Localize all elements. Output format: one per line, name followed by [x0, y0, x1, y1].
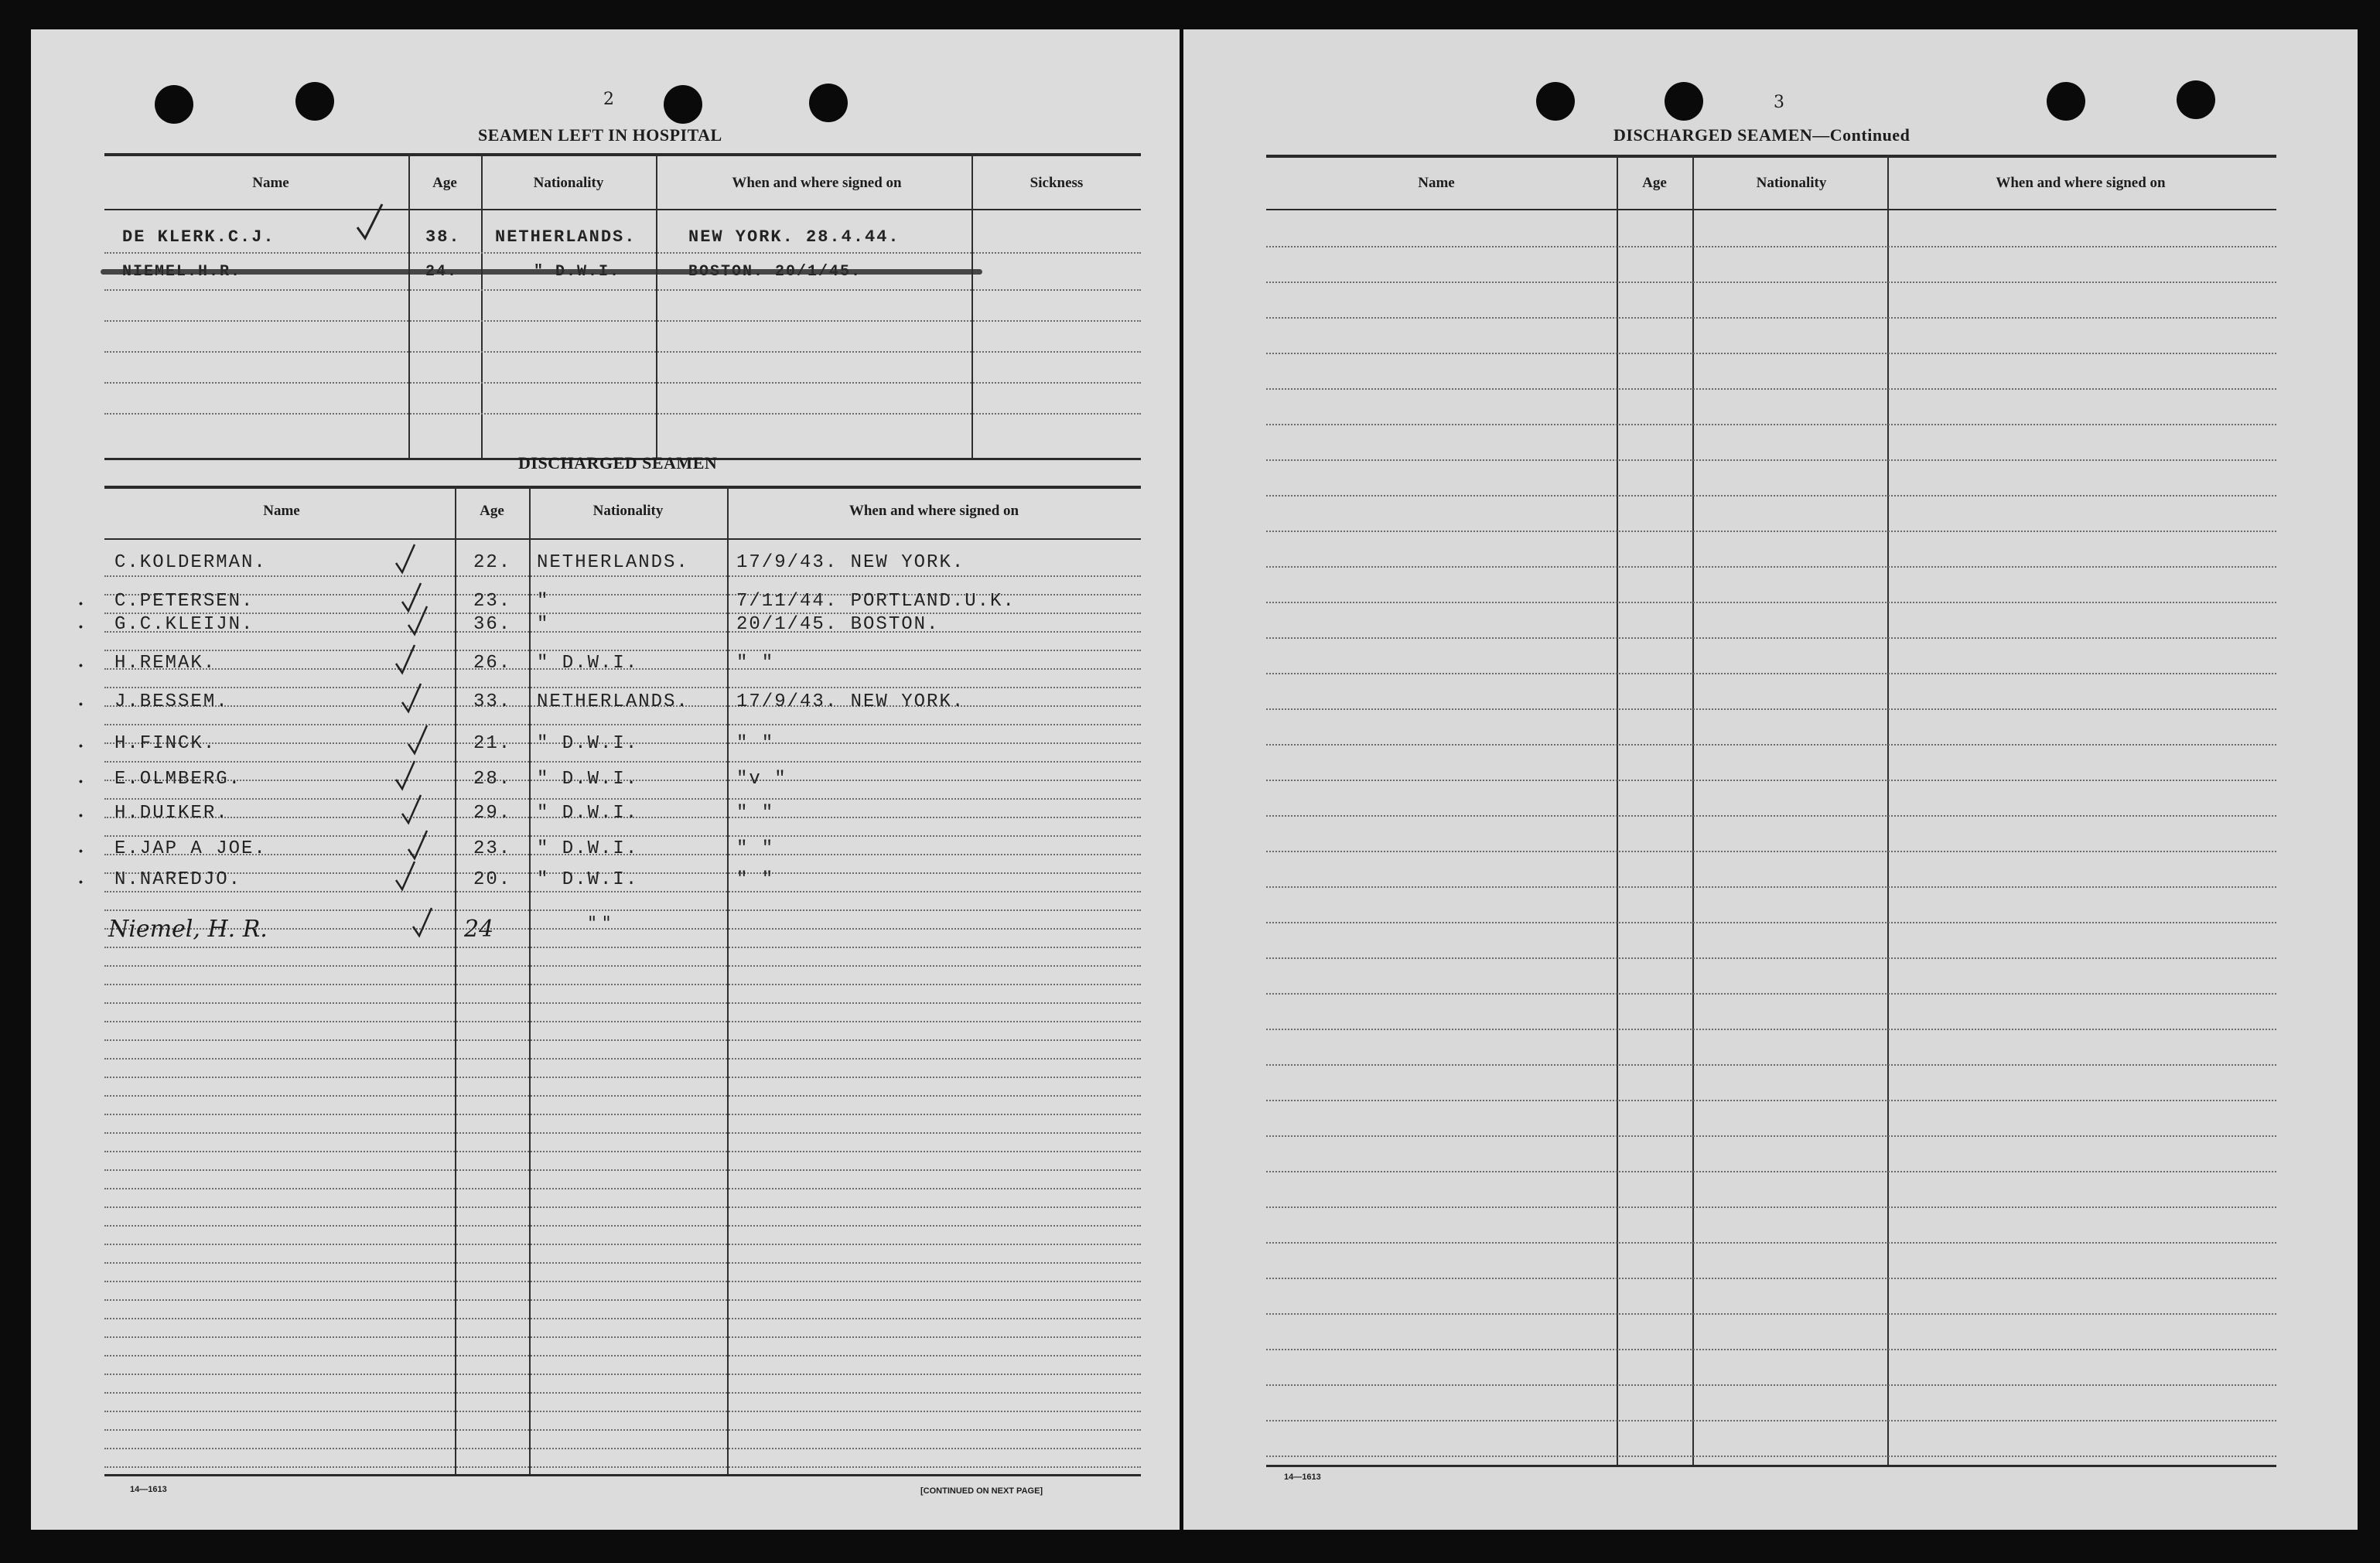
- form-number: 14—1613: [1284, 1473, 1321, 1482]
- right-section-title: [1613, 125, 1910, 145]
- right-row-line: [1266, 317, 2276, 319]
- margin-tick-icon: •: [79, 698, 83, 710]
- discharged-row-line: [104, 1002, 1141, 1004]
- discharged-row-age: 23.: [473, 838, 512, 859]
- check-mark-icon: [354, 201, 385, 241]
- discharged-col-divider: [529, 486, 531, 1476]
- discharged-row-line: [104, 1169, 1141, 1171]
- discharged-row-signed-on: 20/1/45. BOSTON.: [736, 614, 940, 635]
- discharged-row-line: [104, 1355, 1141, 1357]
- discharged-row-line: [104, 1039, 1141, 1041]
- discharged-bottom-rule: [104, 1474, 1141, 1476]
- right-header-rule: [1266, 209, 2276, 210]
- hospital-row-line: [104, 252, 1141, 254]
- discharged-row-line: [104, 984, 1141, 985]
- discharged-row-name: J.BESSEM.: [114, 691, 229, 712]
- discharged-col-divider: [455, 486, 456, 1476]
- discharged-row-line: [104, 1132, 1141, 1134]
- discharged-row-nationality: " D.W.I.: [537, 803, 639, 824]
- right-row-line: [1266, 1420, 2276, 1421]
- discharged-row-line: [104, 1058, 1141, 1060]
- discharged-row-line: [104, 1281, 1141, 1282]
- margin-tick-icon: •: [79, 739, 83, 752]
- margin-tick-icon: •: [79, 875, 83, 888]
- hospital-header-rule: [104, 209, 1141, 210]
- check-mark-icon: [401, 792, 422, 826]
- discharged-row-line: [104, 631, 1141, 633]
- discharged-row-name: G.C.KLEIJN.: [114, 614, 254, 635]
- right-row-line: [1266, 1100, 2276, 1101]
- right-row-line: [1266, 1456, 2276, 1457]
- discharged-row-age: 23.: [473, 591, 512, 612]
- hospital-row-age: 38.: [425, 227, 461, 247]
- right-row-line: [1266, 1278, 2276, 1279]
- discharged-row-nationality: ": [537, 591, 550, 612]
- hospital-row-nationality: NETHERLANDS.: [495, 227, 637, 247]
- right-row-line: [1266, 353, 2276, 354]
- discharged-row-name: E.OLMBERG.: [114, 769, 242, 790]
- discharged-row-age: 33.: [473, 691, 512, 712]
- discharged-header-age: Age: [480, 503, 504, 519]
- hospital-section-title: SEAMEN LEFT IN HOSPITAL: [478, 125, 722, 145]
- punch-hole: [1536, 82, 1575, 121]
- right-col-divider: [1692, 155, 1694, 1466]
- hospital-row-line: [104, 351, 1141, 353]
- right-row-line: [1266, 531, 2276, 532]
- right-row-line: [1266, 957, 2276, 959]
- right-row-line: [1266, 708, 2276, 710]
- discharged-row-line: [104, 1466, 1141, 1468]
- discharged-row-line: [104, 1151, 1141, 1152]
- discharged-row-line: [104, 1429, 1141, 1431]
- discharged-row-signed-on: 17/9/43. NEW YORK.: [736, 691, 965, 712]
- right-row-line: [1266, 602, 2276, 603]
- check-mark-icon: [394, 758, 416, 792]
- right-header-age: Age: [1642, 175, 1667, 191]
- discharged-row-age: 20.: [473, 869, 512, 890]
- discharged-row-nationality: NETHERLANDS.: [537, 552, 689, 573]
- right-row-line: [1266, 388, 2276, 390]
- margin-tick-icon: •: [79, 597, 83, 609]
- check-mark-icon: [411, 905, 433, 939]
- discharged-row-nationality: " D.W.I.: [537, 653, 639, 674]
- punch-hole: [809, 84, 848, 122]
- discharged-row-name: H.REMAK.: [114, 653, 217, 674]
- check-mark-icon: [401, 681, 422, 715]
- discharged-row-name: E.JAP A JOE.: [114, 838, 267, 859]
- right-row-line: [1266, 1029, 2276, 1030]
- hospital-header-age: Age: [432, 175, 457, 191]
- discharged-row-line: [104, 1095, 1141, 1097]
- discharged-row-line: [104, 1114, 1141, 1115]
- discharged-row-nationality: NETHERLANDS.: [537, 691, 689, 712]
- discharged-row-line: [104, 1188, 1141, 1189]
- right-row-line: [1266, 1349, 2276, 1350]
- discharged-row-line: [104, 1262, 1141, 1264]
- hospital-row-line: [104, 289, 1141, 291]
- discharged-row-line: [104, 1021, 1141, 1022]
- right-row-line: [1266, 1206, 2276, 1208]
- right-row-line: [1266, 744, 2276, 746]
- check-mark-icon: [407, 722, 429, 756]
- page-number: 2: [603, 90, 614, 109]
- discharged-header-nationality: Nationality: [592, 503, 664, 519]
- discharged-row-line: [104, 1077, 1141, 1078]
- discharged-row-signed-on: " ": [736, 803, 775, 824]
- discharged-row-line: [104, 1336, 1141, 1338]
- discharged-row-name: H.DUIKER.: [114, 803, 229, 824]
- discharged-row-age: 29.: [473, 803, 512, 824]
- discharged-row-line: [104, 909, 1141, 911]
- discharged-row-nationality: " D.W.I.: [537, 769, 639, 790]
- discharged-row-nationality: " D.W.I.: [537, 733, 639, 754]
- hospital-row-line: [104, 320, 1141, 322]
- right-col-divider: [1887, 155, 1889, 1466]
- hospital-row-name: DE KLERK.C.J.: [122, 227, 275, 247]
- handwritten-name: Niemel, H. R.: [108, 916, 268, 943]
- hospital-row-line: [104, 413, 1141, 415]
- right-bottom-rule: [1266, 1465, 2276, 1467]
- right-row-line: [1266, 459, 2276, 461]
- continued-note: [CONTINUED ON NEXT PAGE]: [920, 1486, 1043, 1496]
- right-header-nationality: Nationality: [1756, 175, 1827, 191]
- discharged-row-name: C.KOLDERMAN.: [114, 552, 267, 573]
- discharged-row-signed-on: " ": [736, 733, 775, 754]
- discharged-row-line: [104, 1448, 1141, 1449]
- hospital-header-name: Name: [252, 175, 289, 191]
- hospital-header-sickness: Sickness: [1030, 175, 1084, 191]
- discharged-row-signed-on: 17/9/43. NEW YORK.: [736, 552, 965, 573]
- discharged-header-signed-on: When and where signed on: [849, 503, 1019, 519]
- margin-tick-icon: •: [79, 620, 83, 633]
- check-mark-icon: [394, 642, 416, 676]
- strike-through-line: [101, 269, 982, 275]
- discharged-row-name: N.NAREDJO.: [114, 869, 242, 890]
- punch-hole: [664, 85, 702, 124]
- right-row-line: [1266, 815, 2276, 817]
- hospital-row-line: [104, 382, 1141, 384]
- punch-hole: [1665, 82, 1703, 121]
- right-page: [1183, 29, 2358, 1530]
- discharged-row-line: [104, 1318, 1141, 1319]
- punch-hole: [295, 82, 334, 121]
- hospital-top-rule: [104, 153, 1141, 156]
- check-mark-icon: [407, 828, 429, 862]
- punch-hole: [2177, 80, 2215, 119]
- right-row-line: [1266, 1171, 2276, 1172]
- right-row-line: [1266, 780, 2276, 781]
- check-mark-icon: [407, 603, 429, 637]
- discharged-row-signed-on: " ": [736, 869, 775, 890]
- discharged-row-signed-on: "v ": [736, 769, 787, 790]
- discharged-row-age: 26.: [473, 653, 512, 674]
- handwritten-age: 24: [464, 916, 494, 943]
- right-row-line: [1266, 993, 2276, 995]
- right-row-line: [1266, 637, 2276, 639]
- discharged-col-divider: [727, 486, 729, 1476]
- discharged-row-line: [104, 761, 1141, 763]
- check-mark-icon: [394, 858, 416, 892]
- right-row-line: [1266, 495, 2276, 497]
- discharged-row-line: [104, 1411, 1141, 1412]
- form-number: 14—1613: [130, 1485, 167, 1494]
- discharged-row-line: [104, 1374, 1141, 1375]
- discharged-row-nationality: ": [537, 614, 550, 635]
- right-section-title-main: DISCHARGED SEAMEN: [1613, 125, 1813, 145]
- discharged-section-title: DISCHARGED SEAMEN: [518, 453, 718, 473]
- right-row-line: [1266, 566, 2276, 568]
- right-col-divider: [1617, 155, 1618, 1466]
- discharged-header-name: Name: [263, 503, 300, 519]
- check-mark-icon: [394, 541, 416, 575]
- discharged-row-line: [104, 965, 1141, 967]
- discharged-row-signed-on: 7/11/44. PORTLAND.U.K.: [736, 591, 1016, 612]
- discharged-row-line: [104, 947, 1141, 948]
- discharged-top-rule: [104, 486, 1141, 489]
- right-row-line: [1266, 1384, 2276, 1386]
- hospital-row-signed-on: NEW YORK. 28.4.44.: [688, 227, 900, 247]
- left-page: [31, 29, 1180, 1530]
- punch-hole: [155, 85, 193, 124]
- right-header-signed-on: When and where signed on: [1996, 175, 2166, 191]
- hospital-header-nationality: Nationality: [533, 175, 604, 191]
- right-section-title-suffix: —Continued: [1812, 125, 1910, 145]
- discharged-row-nationality: " D.W.I.: [537, 838, 639, 859]
- punch-hole: [2047, 82, 2085, 121]
- discharged-row-line: [104, 1225, 1141, 1227]
- discharged-header-rule: [104, 538, 1141, 540]
- margin-tick-icon: •: [79, 659, 83, 671]
- discharged-row-age: 21.: [473, 733, 512, 754]
- right-row-line: [1266, 851, 2276, 852]
- right-row-line: [1266, 1313, 2276, 1315]
- discharged-row-line: [104, 1206, 1141, 1208]
- right-row-line: [1266, 282, 2276, 283]
- margin-tick-icon: •: [79, 845, 83, 857]
- right-row-line: [1266, 1135, 2276, 1137]
- margin-tick-icon: •: [79, 809, 83, 821]
- right-row-line: [1266, 922, 2276, 923]
- discharged-row-line: [104, 650, 1141, 651]
- discharged-row-line: [104, 687, 1141, 688]
- right-row-line: [1266, 424, 2276, 425]
- handwritten-nationality: " ": [588, 913, 611, 934]
- discharged-row-line: [104, 724, 1141, 725]
- discharged-row-age: 36.: [473, 614, 512, 635]
- discharged-row-age: 28.: [473, 769, 512, 790]
- right-row-line: [1266, 1064, 2276, 1066]
- discharged-row-name: H.FINCK.: [114, 733, 217, 754]
- discharged-row-line: [104, 575, 1141, 577]
- hospital-header-signed-on: When and where signed on: [732, 175, 902, 191]
- discharged-row-age: 22.: [473, 552, 512, 573]
- discharged-row-name: C.PETERSEN.: [114, 591, 254, 612]
- discharged-row-nationality: " D.W.I.: [537, 869, 639, 890]
- page-number: 3: [1774, 93, 1784, 112]
- discharged-row-signed-on: " ": [736, 838, 775, 859]
- right-header-name: Name: [1418, 175, 1455, 191]
- right-top-rule: [1266, 155, 2276, 158]
- right-row-line: [1266, 246, 2276, 247]
- discharged-row-line: [104, 1299, 1141, 1301]
- margin-tick-icon: •: [79, 775, 83, 787]
- discharged-row-line: [104, 835, 1141, 837]
- right-row-line: [1266, 886, 2276, 888]
- right-row-line: [1266, 1242, 2276, 1244]
- discharged-row-line: [104, 891, 1141, 892]
- discharged-row-line: [104, 1244, 1141, 1245]
- discharged-row-line: [104, 798, 1141, 800]
- discharged-row-line: [104, 613, 1141, 614]
- discharged-row-line: [104, 1392, 1141, 1394]
- discharged-row-signed-on: " ": [736, 653, 775, 674]
- right-row-line: [1266, 673, 2276, 674]
